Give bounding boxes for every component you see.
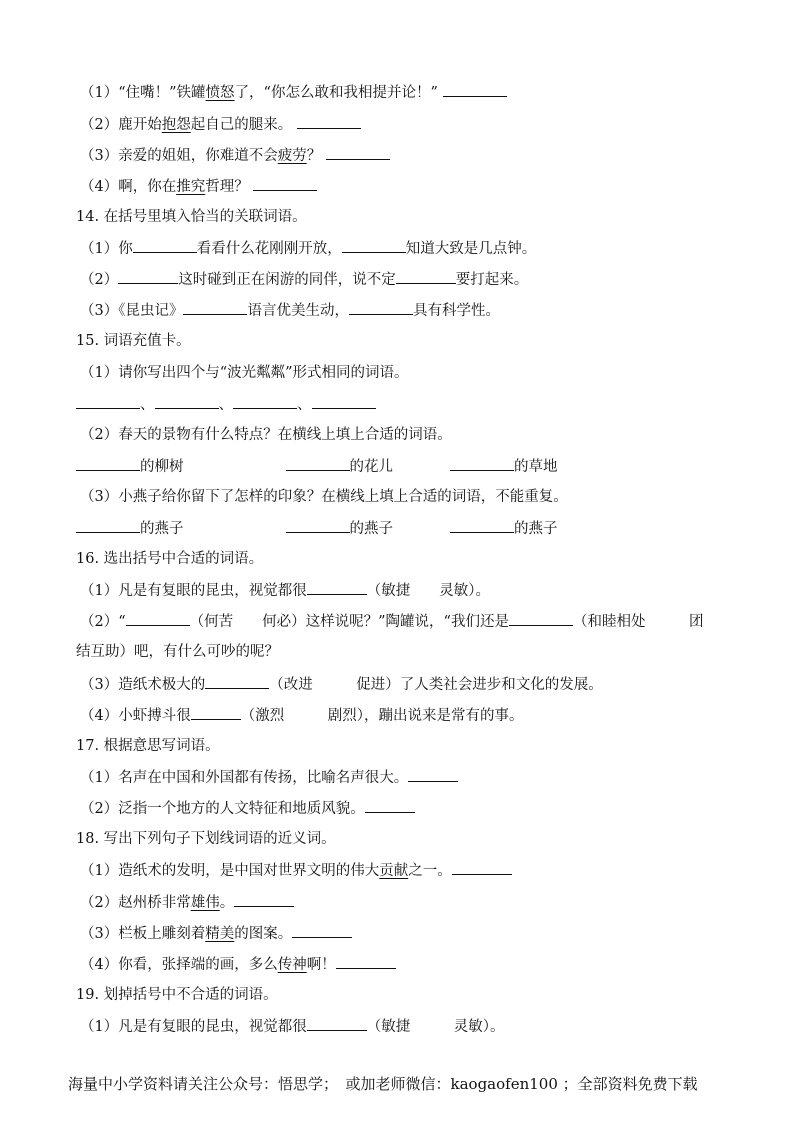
q13-item-3-text-end: ？ [306, 148, 322, 164]
q16-item-4-options: （激烈 剧烈），蹦出说来是常有的事。 [240, 708, 524, 724]
q18-item-2-text-end: 。 [219, 895, 235, 911]
q17-title: 17. 根据意思写词语。 [76, 738, 220, 754]
q17-item-2 [80, 798, 415, 819]
q13-item-2-text: （2）鹿开始 [80, 117, 162, 133]
answer-blank[interactable] [118, 269, 178, 284]
q19-item-1-text-a: （1）凡是有复眼的昆虫，视觉都很 [80, 1019, 307, 1035]
answer-blank[interactable] [408, 767, 458, 782]
answer-blank[interactable] [450, 456, 514, 471]
q18-item-2 [80, 892, 294, 913]
answer-blank[interactable] [297, 114, 361, 129]
q16-item-2-text-a: （2）“ [80, 614, 126, 630]
q18-item-3-text-end: 的图案。 [234, 926, 293, 942]
q16-item-3-text-a: （3）造纸术极大的 [80, 677, 206, 693]
answer-blank[interactable] [76, 456, 140, 471]
q16-item-3-options: （改进 促进）了人类社会进步和文化的发展。 [269, 677, 603, 693]
q14-item-1-text-b: 看看什么花刚刚开放， [196, 241, 342, 257]
q14-item-3-text-b: 语言优美生动， [247, 303, 349, 319]
answer-blank[interactable] [452, 860, 512, 875]
q15-swallow-row [76, 518, 558, 539]
answer-blank[interactable] [307, 580, 367, 595]
q18-item-3-underlined-word: 精美 [205, 926, 235, 942]
q18-item-1-text-end: 之一。 [408, 863, 452, 879]
answer-blank[interactable] [233, 394, 297, 409]
q14-item-3-text-a: （3）《昆虫记》 [80, 303, 184, 319]
q13-item-2 [80, 114, 361, 135]
q18-item-4-text-end: 啊！ [306, 957, 336, 973]
answer-blank[interactable] [76, 518, 140, 533]
footer-notice: 海量中小学资料请关注公众号：悟思学； 或加老师微信：kaogaofen100 ；全部资料免费下载 [68, 1075, 698, 1093]
q18-item-4 [80, 954, 396, 975]
q16-item-1-options: （敏捷 灵敏）。 [366, 583, 490, 599]
separator: 、 [297, 397, 312, 413]
answer-blank[interactable] [126, 611, 190, 626]
q17-item-1 [80, 767, 458, 788]
spring-grass: 的草地 [514, 459, 558, 475]
q13-item-3-text: （3）亲爱的姐姐，你难道不会 [80, 148, 278, 164]
answer-blank[interactable] [509, 611, 573, 626]
answer-blank[interactable] [191, 705, 241, 720]
q14-item-1-text-a: （1）你 [80, 241, 133, 257]
q14-title: 14. 在括号里填入恰当的关联词语。 [76, 209, 307, 225]
q13-item-3 [80, 145, 390, 166]
q15-title: 15. 词语充值卡。 [76, 333, 191, 349]
q18-item-2-text: （2）赵州桥非常 [80, 895, 191, 911]
q13-item-4-text-end: 哲理？ [205, 179, 249, 195]
q19-item-1-options: （敏捷 灵敏）。 [366, 1019, 505, 1035]
q13-item-1-underlined-word: 愤怒 [205, 85, 235, 101]
answer-blank[interactable] [307, 1016, 367, 1031]
answer-blank[interactable] [286, 518, 350, 533]
q16-item-1-text-a: （1）凡是有复眼的昆虫，视觉都很 [80, 583, 307, 599]
q17-item-1-text: （1）名声在中国和外国都有传扬，比喻名声很大。 [80, 770, 409, 786]
q19-item-1 [80, 1016, 504, 1037]
q14-item-2-text-a: （2） [80, 272, 119, 288]
separator: 、 [140, 397, 155, 413]
q18-item-4-text: （4）你看，张择端的画，多么 [80, 957, 278, 973]
q13-item-4-text: （4）啊，你在 [80, 179, 177, 195]
swallow-3: 的燕子 [514, 521, 558, 537]
q16-item-4-text-a: （4）小虾搏斗很 [80, 708, 191, 724]
q13-item-3-underlined-word: 疲劳 [277, 148, 307, 164]
answer-blank[interactable] [205, 674, 269, 689]
spring-flowers: 的花儿 [349, 459, 393, 475]
q13-item-2-text-end: 起自己的腿来。 [190, 117, 293, 133]
q18-title: 18. 写出下列句子下划线词语的近义词。 [76, 831, 336, 847]
q15-item-3: （3）小燕子给你留下了怎样的印象？在横线上填上合适的词语，不能重复。 [80, 489, 568, 505]
q15-item-2: （2）春天的景物有什么特点？在横线上填上合适的词语。 [80, 427, 452, 443]
q15-spring-row [76, 456, 558, 477]
q13-item-2-underlined-word: 抱怨 [161, 117, 191, 133]
answer-blank[interactable] [365, 798, 415, 813]
answer-blank[interactable] [253, 176, 317, 191]
q18-item-1 [80, 860, 512, 881]
q14-item-1 [80, 238, 536, 259]
answer-blank[interactable] [155, 394, 219, 409]
swallow-1: 的燕子 [140, 521, 184, 537]
answer-blank[interactable] [286, 456, 350, 471]
q14-item-2 [80, 269, 528, 290]
answer-blank[interactable] [396, 269, 456, 284]
q13-item-1-text-end: 了，“你怎么敢和我相提并论！” [234, 85, 438, 101]
q19-title: 19. 划掉括号中不合适的词语。 [76, 987, 278, 1003]
answer-blank[interactable] [292, 923, 352, 938]
answer-blank[interactable] [349, 300, 413, 315]
answer-blank[interactable] [76, 394, 140, 409]
q16-item-3 [80, 674, 603, 695]
q16-item-2 [80, 611, 703, 632]
q14-item-1-text-c: 知道大致是几点钟。 [405, 241, 537, 257]
q15-item-1-blanks [76, 394, 376, 415]
answer-blank[interactable] [450, 518, 514, 533]
q18-item-3 [80, 923, 352, 944]
answer-blank[interactable] [133, 238, 197, 253]
q16-item-2-text-b: （何苦 何必）这样说呢？”陶罐说，“我们还是 [189, 614, 509, 630]
q18-item-1-text: （1）造纸术的发明，是中国对世界文明的伟大 [80, 863, 380, 879]
answer-blank[interactable] [234, 892, 294, 907]
q16-title: 16. 选出括号中合适的词语。 [76, 551, 264, 567]
q17-item-2-text: （2）泛指一个地方的人文特征和地质风貌。 [80, 801, 365, 817]
q16-item-4 [80, 705, 523, 726]
q14-item-2-text-c: 要打起来。 [455, 272, 529, 288]
q13-item-1 [80, 82, 507, 103]
spring-willow: 的柳树 [140, 459, 184, 475]
answer-blank[interactable] [326, 145, 390, 160]
q14-item-3 [80, 300, 500, 321]
q16-item-1 [80, 580, 490, 601]
q13-item-4 [80, 176, 317, 197]
answer-blank[interactable] [312, 394, 376, 409]
q15-item-1: （1）请你写出四个与“波光粼粼”形式相同的词语。 [80, 365, 409, 381]
q14-item-3-text-c: 具有科学性。 [412, 303, 500, 319]
q18-item-4-underlined-word: 传神 [277, 957, 307, 973]
swallow-2: 的燕子 [349, 521, 393, 537]
separator: 、 [218, 397, 233, 413]
answer-blank[interactable] [443, 82, 507, 97]
q18-item-3-text: （3）栏板上雕刻着 [80, 926, 206, 942]
q16-item-2-options: （和睦相处 团 [572, 614, 704, 630]
q13-item-1-text: （1）“住嘴！”铁罐 [80, 85, 206, 101]
answer-blank[interactable] [336, 954, 396, 969]
q13-item-4-underlined-word: 推究 [176, 179, 206, 195]
answer-blank[interactable] [342, 238, 406, 253]
q14-item-2-text-b: 这时碰到正在闲游的同伴，说不定 [178, 272, 396, 288]
q18-item-2-underlined-word: 雄伟 [190, 895, 220, 911]
answer-blank[interactable] [183, 300, 247, 315]
q18-item-1-underlined-word: 贡献 [379, 863, 409, 879]
q16-item-2-continued: 结互助）吧，有什么可吵的呢？ [76, 644, 279, 660]
